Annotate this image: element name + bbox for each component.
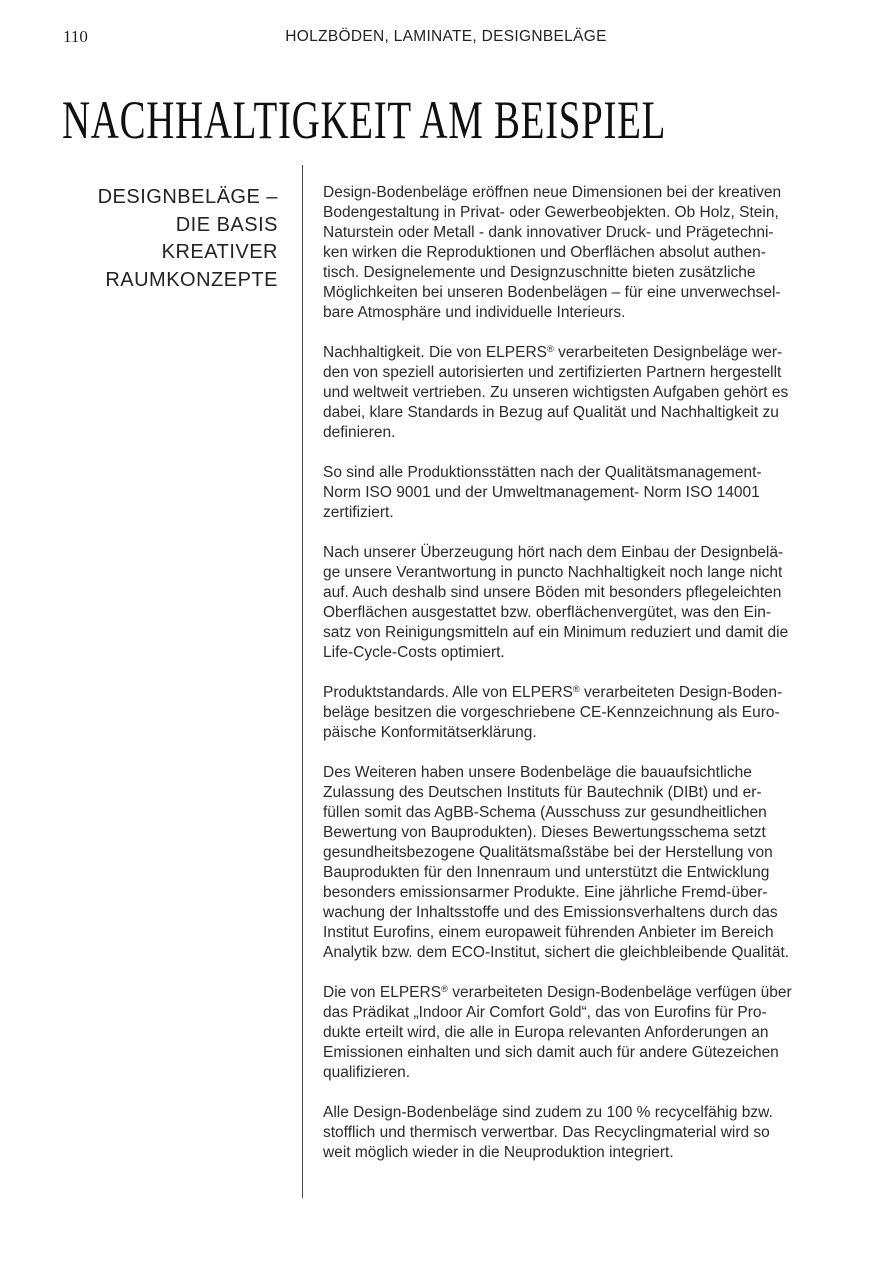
paragraph: Alle Design-Bodenbeläge sind zudem zu 100 % recycelfähig bzw. stofflich und thermisch verwertbar. Das Recyclingmaterial wird so weit möglich wieder in die Neuproduktion integriert.	[323, 1104, 773, 1161]
section-heading-line: DIE BASIS	[175, 213, 278, 236]
page-title: NACHHALTIGKEIT AM BEISPIEL	[62, 90, 667, 150]
section-heading-line: DESIGNBELÄGE –	[97, 186, 278, 208]
paragraph: Nach unserer Überzeugung hört nach dem Einbau der Designbelä- ge unsere Verantwortung in puncto Nachhaltigkeit noch lange nicht auf. Auch deshalb sind unsere Böden mit besonders pflegeleichten Oberflächen ausgestattet bzw. oberflächenvergütet, was den Ein- satz von Reinigungsmitteln auf ein Minimum reduziert und damit die Life-Cycle-Costs optimiert.	[323, 544, 789, 661]
paragraph: Produktstandards. Alle von ELPERS® verarbeiteten Design-Boden- beläge besitzen die vorgeschriebene CE-Kennzeichnung als Euro- päische Konformitätserklärung.	[323, 683, 783, 741]
section-heading-line: RAUMKONZEPTE	[105, 268, 278, 291]
column-divider	[302, 165, 303, 1198]
paragraph: Design-Bodenbeläge eröffnen neue Dimensionen bei der kreativen Bodengestaltung in Privat- oder Gewerbeobjekten. Ob Holz, Stein, Naturstein oder Metall - dank innovativer Druck- und Prägetechni- ken wirken die Reproduktionen und Oberflächen absolut authen- tisch. Designelemente und Designzuschnitte bieten zusätzliche Möglichkeiten bei unseren Bodenbelägen – für eine unverwechsel- bare Atmosphäre und individuelle Interieurs.	[323, 184, 782, 321]
section-heading-line: KREATIVER	[161, 241, 278, 263]
paragraph: Die von ELPERS® verarbeiteten Design-Bodenbeläge verfügen über das Prädikat „Indoor Air Comfort Gold“, das von Eurofins für Pro- dukte erteilt wird, die alle in Europa relevanten Anforderungen an Emissionen einhalten und sich damit auch für andere Gütezeichen qualifizieren.	[323, 983, 792, 1081]
paragraph: So sind alle Produktionsstätten nach der Qualitätsmanagement- Norm ISO 9001 und der Umweltmanagement- Norm ISO 14001 zertifiziert.	[323, 464, 762, 521]
section-heading	[40, 184, 278, 294]
page-number: 110	[63, 27, 88, 46]
paragraph: Nachhaltigkeit. Die von ELPERS® verarbeiteten Designbeläge wer- den von speziell autorisierten und zertifizierten Partnern hergestellt und weltweit vertrieben. Zu unseren wichtigsten Aufgaben gehört es dabei, klare Standards in Bezug auf Qualität und Nachhaltigkeit zu definieren.	[323, 343, 789, 441]
paragraph: Des Weiteren haben unsere Bodenbeläge die bauaufsichtliche Zulassung des Deutschen Instituts für Bautechnik (DIBt) und er- füllen somit das AgBB-Schema (Ausschuss zur gesundheitlichen Bewertung von Bauprodukten). Dieses Bewertungsschema setzt gesundheitsbezogene Qualitätsmaßstäbe bei der Herstellung von Bauprodukten für den Innenraum und unterstützt die Entwicklung besonders emissionsarmer Produkte. Eine jährliche Fremd-über- wachung der Inhaltsstoffe und des Emissionsverhaltens durch das Institut Eurofins, einem europaweit führenden Anbieter im Bereich Analytik bzw. dem ECO-Institut, sichert die gleichbleibende Qualität.	[323, 764, 790, 961]
article-body	[323, 183, 839, 1183]
running-header: HOLZBÖDEN, LAMINATE, DESIGNBELÄGE	[285, 28, 607, 45]
